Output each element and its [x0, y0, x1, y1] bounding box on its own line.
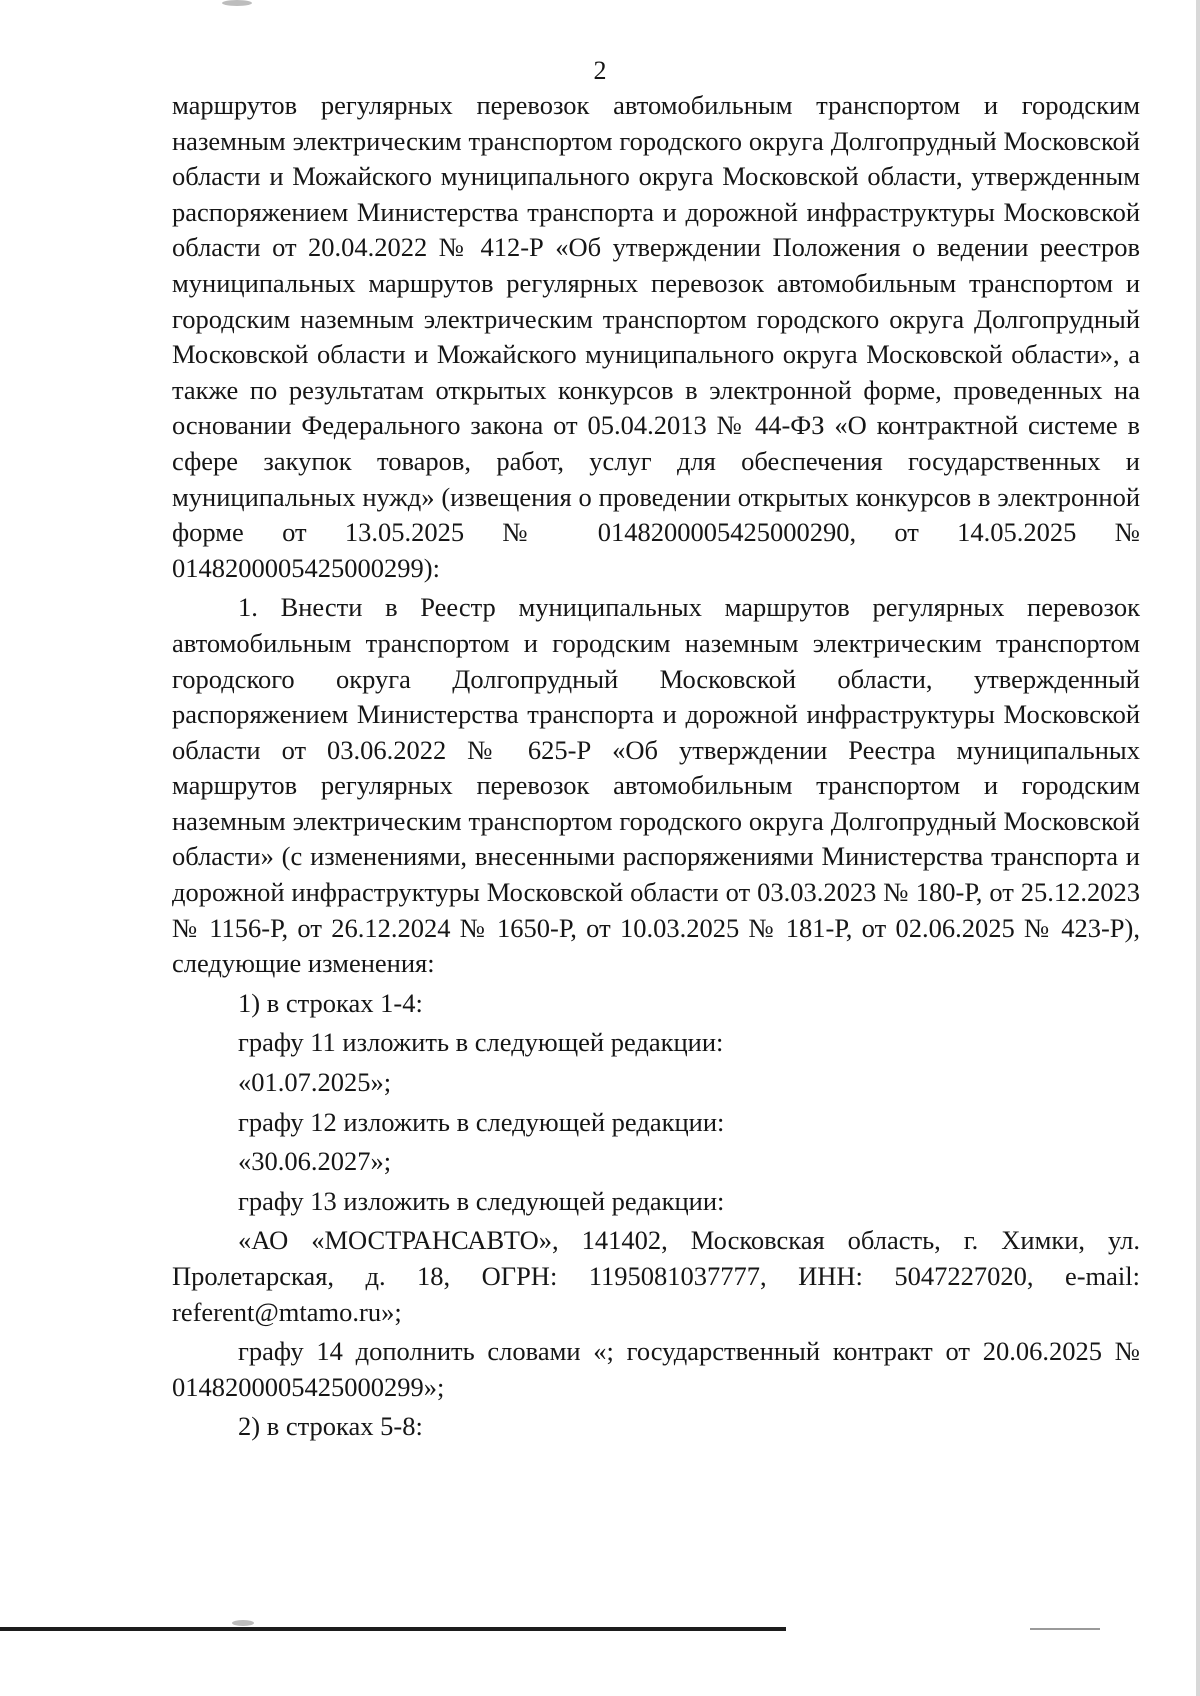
column-12-value: «30.06.2027»;	[238, 1146, 392, 1177]
column-13-instruction: графу 13 изложить в следующей редакции:	[238, 1185, 725, 1216]
column-11-instruction: графу 11 изложить в следующей редакции:	[238, 1027, 724, 1058]
subitem-1: 1) в строках 1-4:	[238, 987, 423, 1018]
subitem-2: 2) в строках 5-8:	[238, 1411, 423, 1442]
item-1-paragraph: 1. Внести в Реестр муниципальных маршрутов регулярных перевозок автомобильным транспортом и городским наземным электрическим транспортом городского округа Долгопрудный Московской области, утвержденный распоряжением Министерства транспорта и дорожной инфраструктуры Московской области от 03.06.2022 № 625-Р «Об утверждении Реестра муниципальных маршрутов регулярных перевозок автомобильным транспортом и городским наземным электрическим транспортом городского округа Долгопрудный Московской области» (с изменениями, внесенными распоряжениями Министерства транспорта и дорожной инфраструктуры Московской области от 03.03.2023 № 180-Р, от 25.12.2023 № 1156-Р, от 26.12.2024 № 1650-Р, от 10.03.2025 № 181-Р, от 02.06.2025 № 423-Р), следующие изменения:	[172, 592, 1140, 979]
column-12-instruction: графу 12 изложить в следующей редакции:	[238, 1106, 725, 1137]
scan-border-bottom	[0, 1627, 786, 1631]
document-body	[172, 88, 1140, 1445]
scan-artifact	[222, 0, 252, 6]
column-14-instruction: графу 14 дополнить словами «; государственный контракт от 20.06.2025 № 0148200005425000299»;	[172, 1336, 1140, 1402]
scan-artifact	[232, 1620, 254, 1626]
column-11-value: «01.07.2025»;	[238, 1067, 392, 1098]
intro-paragraph: маршрутов регулярных перевозок автомобильным транспортом и городским наземным электрическим транспортом городского округа Долгопрудный Московской области и Можайского муниципального округа Московской области, утвержденным распоряжением Министерства транспорта и дорожной инфраструктуры Московской области от 20.04.2022 № 412-Р «Об утверждении Положения о ведении реестров муниципальных маршрутов регулярных перевозок автомобильным транспортом и городским наземным электрическим транспортом городского округа Долгопрудный Московской области и Можайского муниципального округа Московской области», а также по результатам открытых конкурсов в электронной форме, проведенных на основании Федерального закона от 05.04.2013 № 44-ФЗ «О контрактной системе в сфере закупок товаров, работ, услуг для обеспечения государственных и муниципальных нужд» (извещения о проведении открытых конкурсов в электронной форме от 13.05.2025 № 0148200005425000290, от 14.05.2025 № 0148200005425000299):	[172, 90, 1140, 583]
page-number: 2	[593, 56, 607, 85]
column-13-value: «АО «МОСТРАНСАВТО», 141402, Московская область, г. Химки, ул. Пролетарская, д. 18, ОГРН: 1195081037777, ИНН: 5047227020, e-mail: referent@mtamo.ru»;	[172, 1225, 1140, 1327]
scan-border-right	[1196, 0, 1200, 1696]
scan-border-bottom-fragment	[1030, 1628, 1100, 1630]
